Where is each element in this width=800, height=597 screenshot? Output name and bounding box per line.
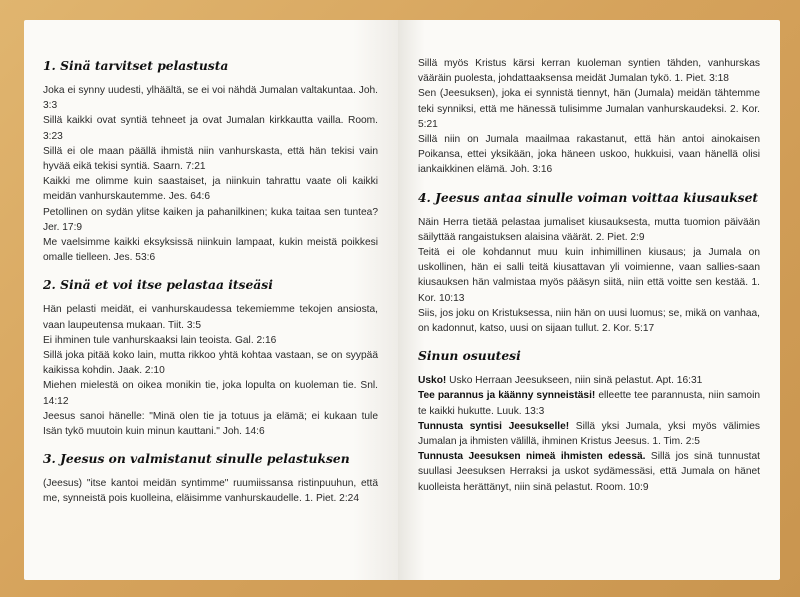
s1-verse-5: Petollinen on sydän ylitse kaiken ja pahanilkinen; kuka taitaa sen tuntea? Jer. 17:9 — [43, 206, 378, 233]
s1-verse-1: Joka ei synny uudesti, ylhäältä, se ei voi nähdä Jumalan valtakuntaa. Joh. 3:3 — [43, 85, 378, 112]
s4-verse-3: Siis, jos joku on Kristuksessa, niin hän on uusi luomus; se, mikä on vanhaa, on kadonnut, katso, uusi on sijaan tullut. 2. Kor. 5:17 — [418, 307, 760, 335]
s2-verse-1: Hän pelasti meidät, ei vanhurskaudessa tekemiemme tekojen ansiosta, vaan laupeutensa mukaan. Tiit. 3:5 — [43, 304, 378, 331]
s5-item-3 — [418, 419, 760, 449]
s1-verse-2: Sillä kaikki ovat syntiä tehneet ja ovat Jumalan kirkkautta vailla. Room. 3:23 — [43, 115, 378, 142]
section-5-heading: Sinun osuutesi — [418, 348, 521, 364]
right-page — [398, 20, 780, 580]
s5-item-4 — [418, 449, 760, 495]
s5-item-2-bold: Tee parannus ja käänny synneistäsi! — [418, 390, 596, 402]
s5-item-2 — [418, 388, 760, 418]
s5-item-2-text: elleette tee parannusta, niin samoin te kaikki hukutte. Luuk. 13:3 — [418, 390, 761, 417]
section-3-heading: 3. Jeesus on valmistanut sinulle pelastuksen — [43, 451, 350, 467]
section-1-heading: 1. Sinä tarvitset pelastusta — [43, 58, 229, 73]
s5-item-1-text: Usko Herraan Jeesukseen, niin sinä pelastut. Apt. 16:31 — [446, 375, 703, 387]
s1-verse-6: Me vaelsimme kaikki eksyksissä niinkuin lampaat, kukin meistä poikkesi omalle tielleen. Jes. 53:6 — [43, 237, 378, 264]
s3-verse-1: (Jeesus) "itse kantoi meidän syntimme" ruumiissansa ristinpuuhun, että me, synneistä pois kuolleina, eläisimme vanhurskaudelle. 1. Piet. 2:24 — [43, 478, 378, 505]
s2-verse-2: Ei ihminen tule vanhurskaaksi lain teoista. Gal. 2:16 — [43, 334, 277, 346]
s1-verse-3: Sillä ei ole maan päällä ihmistä niin vanhurskasta, että hän tekisi vain hyvää eikä tekisi syntiä. Saarn. 7:21 — [43, 145, 378, 173]
s2-verse-3: Sillä joka pitää koko lain, mutta rikkoo yhtä kohtaa vastaan, se on syypää kaikissa kohdin. Jaak. 2:10 — [43, 350, 378, 377]
s2-verse-4: Miehen mielestä on oikea monikin tie, joka lopulta on kuoleman tie. Snl. 14:12 — [43, 380, 378, 407]
s3-verse-2: Sillä myös Kristus kärsi kerran kuoleman syntien tähden, vanhurskas vääräin puolesta, johdattaaksensa meidät Jumalan tykö. 1. Piet. 3:18 — [418, 58, 760, 85]
s5-item-1 — [418, 373, 760, 388]
s1-verse-4: Kaikki me olimme kuin saastaiset, ja niinkuin tahrattu vaate oli kaikki meidän vanhurskautemme. Jes. 64:6 — [43, 176, 378, 203]
section-2-heading: 2. Sinä et voi itse pelastaa itseäsi — [43, 277, 273, 293]
s4-verse-1: Näin Herra tietää pelastaa jumaliset kiusauksesta, mutta tuomion päivään säilyttää rangaistuksen alaisina väärät. 2. Piet. 2:9 — [418, 216, 760, 243]
s5-item-4-text: Sillä jos sinä tunnustat suullasi Jeesuksen Herraksi ja uskot sydämessäsi, että Jumala on hänet kuolleista herättänyt, niin sinä pelastut. Room. 10:9 — [418, 451, 760, 493]
s3-verse-3: Sen (Jeesuksen), joka ei synnistä tiennyt, hän (Jumala) meidän tähtemme teki synniksi, että me hänessä tulisimme Jumalan vanhurskaudeksi. 2. Kor. 5:21 — [418, 88, 760, 130]
section-4-heading: 4. Jeesus antaa sinulle voiman voittaa kiusaukset — [418, 189, 759, 205]
s2-verse-5: Jeesus sanoi hänelle: "Minä olen tie ja totuus ja elämä; ei kukaan tule Isän tykö muutoin kuin minun kauttani." Joh. 14:6 — [43, 410, 378, 438]
s5-item-3-bold: Tunnusta syntisi Jeesukselle! — [418, 420, 570, 432]
s5-item-4-bold: Tunnusta Jeesuksen nimeä ihmisten edessä. — [418, 451, 646, 463]
left-page — [24, 20, 398, 580]
s3-verse-4: Sillä niin on Jumala maailmaa rakastanut, että hän antoi ainokaisen Poikansa, ettei yksikään, joka häneen uskoo, hukkuisi, vaan hänellä olisi iankaikkinen elämä. Joh. 3:16 — [418, 134, 760, 176]
s5-item-1-bold: Usko! — [418, 375, 447, 387]
s4-verse-2: Teitä ei ole kohdannut muu kuin inhimillinen kiusaus; ja Jumala on uskollinen, hän ei salli teitä kiusattavan yli voimienne, vaan sallies-saan kiusauksen hän valmistaa myös pääsyn siitä, niin että voitte sen kestää. 1. Kor. 10:13 — [418, 247, 760, 304]
s5-item-3-text: Sillä yksi Jumala, yksi myös välimies Jumalan ja ihmisten välillä, ihminen Kristus Jeesus. 1. Tim. 2:5 — [418, 420, 760, 448]
